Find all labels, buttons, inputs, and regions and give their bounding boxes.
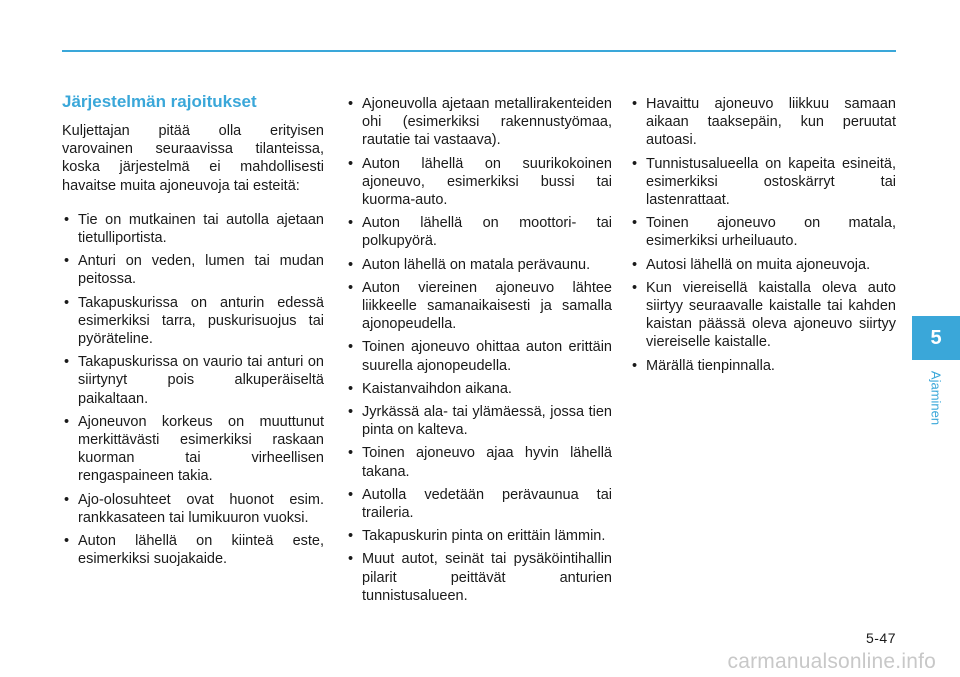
bullet-list-col3	[630, 95, 896, 375]
page-number: 5-47	[865, 630, 896, 646]
bullet-item: • Takapuskurissa on anturin edessä esimerkiksi tarra, puskurisuojus tai pyöräteline.	[62, 294, 324, 349]
bullet-item: • Takapuskurin pinta on erittäin lämmin.	[346, 527, 612, 545]
column-2	[346, 95, 612, 610]
bullet-item: • Auton lähellä on kiinteä este, esimerkiksi suojakaide.	[62, 532, 324, 568]
bullet-item: • Havaittu ajoneuvo liikkuu samaan aikaan taaksepäin, kun peruutat autoasi.	[630, 95, 896, 150]
bullet-item: • Auton lähellä on matala perävaunu.	[346, 256, 612, 274]
watermark: carmanualsonline.info	[727, 650, 936, 673]
bullet-item: • Toinen ajoneuvo on matala, esimerkiksi urheiluauto.	[630, 214, 896, 250]
bullet-item: • Tie on mutkainen tai autolla ajetaan tietulliportista.	[62, 211, 324, 247]
bullet-list-col2	[346, 95, 612, 605]
bullet-item: • Takapuskurissa on vaurio tai anturi on siirtynyt pois alkuperäiseltä paikaltaan.	[62, 353, 324, 408]
bullet-item: • Anturi on veden, lumen tai mudan peitossa.	[62, 252, 324, 288]
bullet-item: • Autosi lähellä on muita ajoneuvoja.	[630, 256, 896, 274]
bullet-item: • Auton viereinen ajoneuvo lähtee liikkeelle samanaikaisesti ja samalla ajonopeudella.	[346, 279, 612, 334]
bullet-item: • Tunnistusalueella on kapeita esineitä, esimerkiksi ostoskärryt tai lastenrattaat.	[630, 155, 896, 210]
bullet-list-col1	[62, 211, 324, 569]
bullet-item: • Ajoneuvon korkeus on muuttunut merkittävästi esimerkiksi raskaan kuorman tai virheellisen rengaspaineen takia.	[62, 413, 324, 486]
section-title: Järjestelmän rajoitukset	[62, 92, 257, 111]
bullet-item: • Toinen ajoneuvo ajaa hyvin lähellä takana.	[346, 444, 612, 480]
bullet-item: • Toinen ajoneuvo ohittaa auton erittäin suurella ajonopeudella.	[346, 338, 612, 374]
bullet-item: • Auton lähellä on moottori- tai polkupyörä.	[346, 214, 612, 250]
bullet-item: • Jyrkässä ala- tai ylämäessä, jossa tien pinta on kalteva.	[346, 403, 612, 439]
bullet-item: • Ajoneuvolla ajetaan metallirakenteiden ohi (esimerkiksi rakennustyömaa, rautatie tai vastaava).	[346, 95, 612, 150]
top-rule	[62, 50, 896, 52]
bullet-item: • Autolla vedetään perävaunua tai traileria.	[346, 486, 612, 522]
column-3	[630, 95, 896, 380]
bullet-item: • Ajo-olosuhteet ovat huonot esim. rankkasateen tai lumikuuron vuoksi.	[62, 491, 324, 527]
column-1	[62, 92, 324, 573]
chapter-number-tab: 5	[912, 316, 960, 360]
bullet-item: • Kun viereisellä kaistalla oleva auto siirtyy seuraavalle kaistalle tai kahden kaistan päässä oleva ajoneuvo siirtyy viereiselle kaistalle.	[630, 279, 896, 352]
chapter-label: Ajaminen	[928, 370, 944, 426]
bullet-item: • Märällä tienpinnalla.	[630, 357, 896, 375]
bullet-item: • Auton lähellä on suurikokoinen ajoneuvo, esimerkiksi bussi tai kuorma-auto.	[346, 155, 612, 210]
intro-paragraph: Kuljettajan pitää olla erityisen varovainen seuraavissa tilanteissa, koska järjestelmä ei mahdollisesti havaitse muita ajoneuvoja tai esteitä:	[62, 123, 324, 194]
bullet-item: • Muut autot, seinät tai pysäköintihallin pilarit peittävät anturien tunnistusalueen.	[346, 550, 612, 605]
bullet-item: • Kaistanvaihdon aikana.	[346, 380, 612, 398]
